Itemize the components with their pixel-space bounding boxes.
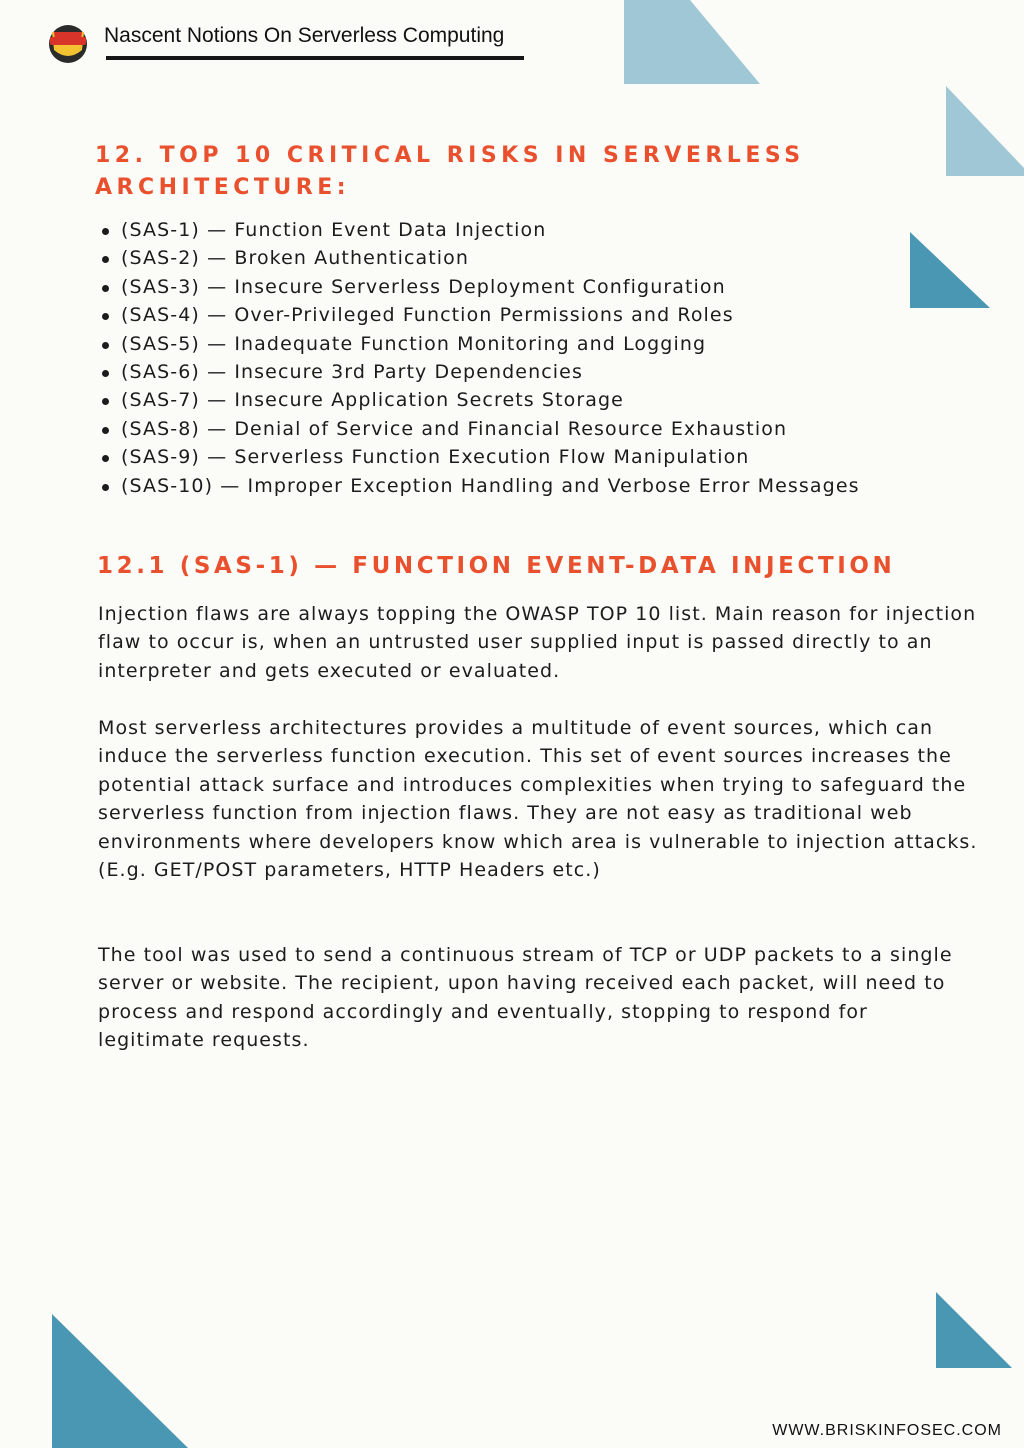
list-item: (SAS-3) — Insecure Serverless Deployment Configuration xyxy=(100,273,860,301)
list-item: (SAS-6) — Insecure 3rd Party Dependencies xyxy=(100,358,860,386)
list-item: (SAS-8) — Denial of Service and Financial Resource Exhaustion xyxy=(100,415,860,443)
risk-list xyxy=(100,216,860,500)
list-item: (SAS-4) — Over-Privileged Function Permissions and Roles xyxy=(100,301,860,329)
list-item: (SAS-2) — Broken Authentication xyxy=(100,244,860,272)
decor-triangle-bottom-left xyxy=(52,1314,188,1448)
list-item: (SAS-7) — Insecure Application Secrets Storage xyxy=(100,386,860,414)
list-item: (SAS-9) — Serverless Function Execution Flow Manipulation xyxy=(100,443,860,471)
brisk-infosec-logo xyxy=(46,20,90,64)
header-underline xyxy=(106,56,524,60)
section-heading-top-10-risks: 12. TOP 10 CRITICAL RISKS IN SERVERLESS ARCHITECTURE: xyxy=(95,143,805,200)
decor-triangle-top xyxy=(624,0,760,84)
list-item: (SAS-5) — Inadequate Function Monitoring and Logging xyxy=(100,330,860,358)
paragraph-injection-intro: Injection flaws are always topping the OWASP TOP 10 list. Main reason for injection flaw to occur is, when an untrusted user supplied input is passed directly to an interpreter and gets executed or evaluated. xyxy=(98,603,977,682)
decor-triangle-right-upper xyxy=(946,86,1024,176)
paragraph-tool-description: The tool was used to send a continuous stream of TCP or UDP packets to a single server or website. The recipient, upon having received each packet, will need to process and respond accordingly and eventually, stopping to respond for legitimate requests. xyxy=(98,944,953,1052)
list-item: (SAS-1) — Function Event Data Injection xyxy=(100,216,860,244)
paragraph-event-sources: Most serverless architectures provides a multitude of event sources, which can induce the serverless function execution. This set of event sources increases the potential attack surface and introduces complexities when trying to safeguard the serverless function from injection flaws. They are not easy as traditional web environments where developers know which area is vulnerable to injection attacks. (E.g. GET/POST parameters, HTTP Headers etc.) xyxy=(98,717,978,882)
list-item: (SAS-10) — Improper Exception Handling and Verbose Error Messages xyxy=(100,472,860,500)
header-title: Nascent Notions On Serverless Computing xyxy=(104,24,505,47)
section-heading-sas1: 12.1 (SAS-1) — FUNCTION EVENT-DATA INJECTION xyxy=(97,553,896,579)
footer-website-url[interactable]: WWW.BRISKINFOSEC.COM xyxy=(772,1422,1002,1439)
decor-triangle-right-mid xyxy=(910,232,990,308)
decor-triangle-bottom-right xyxy=(936,1292,1012,1368)
